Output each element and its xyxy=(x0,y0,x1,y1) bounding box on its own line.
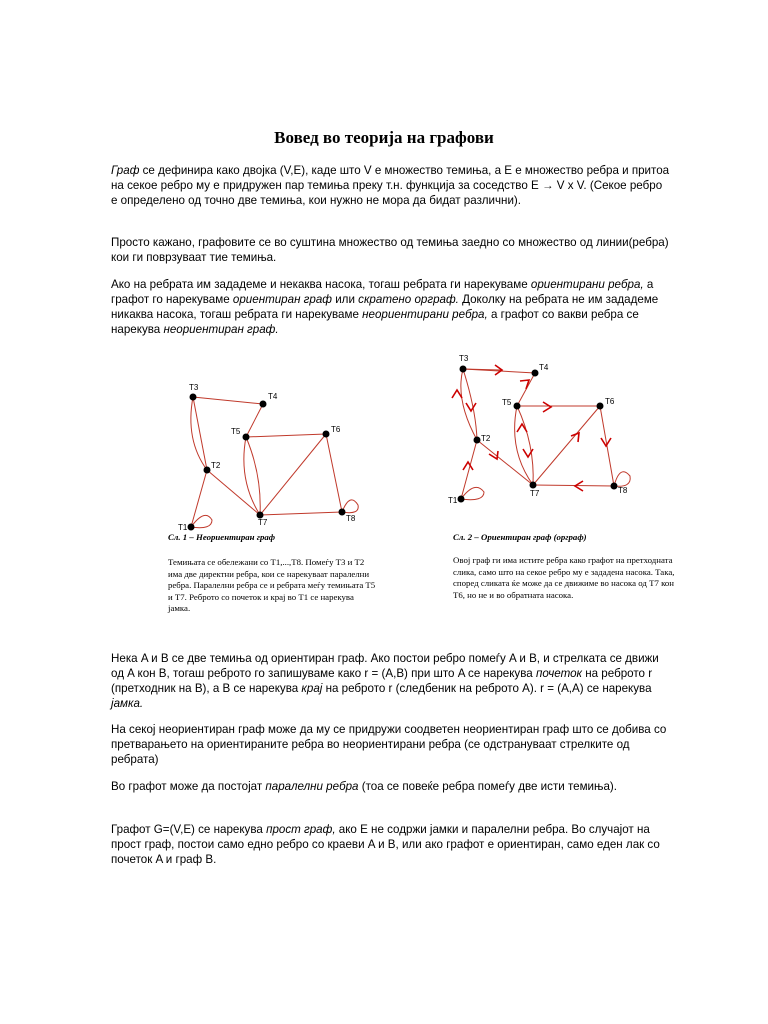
node-label: T8 xyxy=(618,486,628,495)
node-label: T5 xyxy=(502,398,512,407)
node-label: T2 xyxy=(481,434,491,443)
node-label: T4 xyxy=(539,363,549,372)
node-label: T1 xyxy=(448,496,458,505)
node-label: T7 xyxy=(258,518,268,527)
node-label: T5 xyxy=(231,427,241,436)
node-label: T7 xyxy=(530,489,540,498)
node-label: T2 xyxy=(211,461,221,470)
paragraph-simple-explanation: Просто кажано, графовите се во суштина множество од темиња заедно со множество од линии(ребра) кои ги поврзуваат тие темиња. xyxy=(111,236,669,264)
node-label: T3 xyxy=(459,354,469,363)
node-label: T6 xyxy=(605,397,615,406)
paragraph-undirected-associated: На секој неориентиран граф може да му се придружи соодветен неориентиран граф што се добива со претварањето на ориентираните ребра во неориентирани ребра (се одстрануваат стрелките од ребрата) xyxy=(111,723,667,766)
paragraph-simple-graph: Графот G=(V,E) се нарекува прост граф, ако E не содржи јамки и паралелни ребра. Во случајот на прост граф, постои само едно ребро со краеви A и B, или ако графот е ориентиран, само еден лак со почеток A и граф B. xyxy=(111,823,660,866)
node-label: T1 xyxy=(178,523,188,532)
figure1-note: Темињата се обележани со T1,...,T8. Помеѓу T3 и T2 има две директни ребра, кои се нарекуваат паралелни ребра. Паралелни ребра се и ребрата меѓу темињата T5 и T7. Реброто со почеток и крај во T1 се нарекува јамка. xyxy=(168,557,376,613)
page-title: Вовед во теорија на графови xyxy=(274,128,494,147)
paragraph-edge-notation: Нека A и B се две темиња од ориентиран граф. Ако постои ребро помеѓу A и B, и стрелката се движи од A кон B, тогаш реброто го запишуваме како r = (A,B) при што A се нарекува почеток на реброто r (претходник на B), а B се нарекува крај на реброто r (следбеник на реброто A). r = (A,A) се нарекува јамка. xyxy=(111,652,659,710)
paragraph-graph-definition: Граф се дефинира како двојка (V,E), каде што V е множество темиња, а E е множество ребра и притоа на секое ребро му е придружен пар темиња преку т.н. функција за соседство E → V x V. (Секое ребро е определено од точно две темиња, кои нужно не мора да бидат различни). xyxy=(111,164,670,207)
term-graph: Граф xyxy=(111,164,140,177)
node-label: T6 xyxy=(331,425,341,434)
node-label: T8 xyxy=(346,514,356,523)
figure1-caption: Сл. 1 – Неориентиран граф xyxy=(168,532,276,542)
paragraph-oriented-edges: Ако на ребрата им зададеме и некаква насока, тогаш ребрата ги нарекуваме ориентирани ребра, а графот го нарекуваме ориентиран граф или скратено орграф. Доколку на ребрата не им зададеме никаква насока, тогаш ребрата ги нарекуваме неориентирани ребра, а графот со вакви ребра се нарекува неориентиран граф. xyxy=(111,278,659,336)
paragraph-parallel-edges: Во графот може да постојат паралелни ребра (тоа се повеќе ребра помеѓу две исти темиња). xyxy=(111,780,617,793)
node-label: T4 xyxy=(268,392,278,401)
figure2-caption: Сл. 2 – Ориентиран граф (орграф) xyxy=(453,532,587,542)
figure2-note: Овој граф ги има истите ребра како графот на претходната слика, само што на секое ребро му е зададена насока. Така, според сликата ќе може да се движиме во насока од T7 кон T6, но не и во обратната насока. xyxy=(453,555,675,600)
node-label: T3 xyxy=(189,383,199,392)
